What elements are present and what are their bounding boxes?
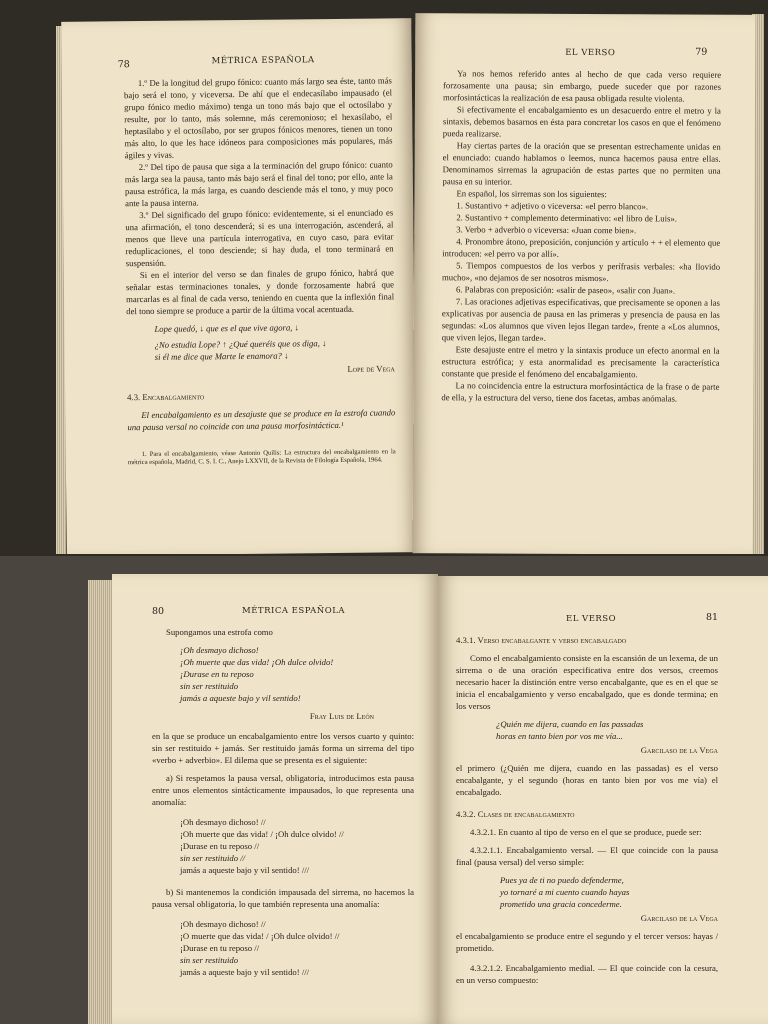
section-heading: 4.3.1. Verso encabalgante y verso encabalgado (456, 635, 627, 645)
footnote: 1. Para el encabalgamiento, véase Antonio Quilis: La estructura del encabalgamiento en la métrica española, Madrid, C. S. I. C., Anejo LXXVII, de la Revista de Filología Española, 1964. (127, 448, 396, 467)
verse-line: prometido una gracia concederme. (500, 899, 622, 909)
verse-line: ¡Oh desmayo dichoso! (180, 645, 259, 655)
verse-line: ¡Durase en tu reposo // (180, 841, 260, 851)
paragraph: La no coincidencia entre la estructura morfosintáctica de la frase o de parte de ella, y la estructura del verso, tiene dos facetas, ambas anómalas. (441, 380, 720, 404)
list-item: 5. Tiempos compuestos de los verbos y perífrasis verbales: «ha llovido mucho», «no dejamos de ser nosotros mismos». (442, 260, 721, 284)
page-body (441, 67, 721, 404)
verse-line: jamás a aqueste bajo y vil sentido! /// (180, 865, 310, 875)
running-head: EL VERSO (566, 614, 617, 624)
paragraph: el encabalgamiento se produce entre el segundo y el tercer versos: hayas / prometido. (456, 931, 718, 953)
page-body (124, 74, 396, 467)
paragraph: a) Si respetamos la pausa versal, obligatoria, introducimos esta pausa entre unos elementos sintácticamente impausados, lo que representa una anomalía: (152, 773, 414, 807)
page-number: 79 (695, 46, 708, 58)
verse-line: ¿Quién me dijera, cuando en las passadas (496, 719, 644, 729)
paragraph: 4.3.2.1. En cuanto al tipo de verso en el que se produce, puede ser: (470, 827, 702, 837)
paragraph: En español, los sirremas son los siguientes: (456, 188, 607, 200)
page-body (456, 634, 718, 986)
definition: El encabalgamiento es un desajuste que se produce en la estrofa cuando una pausa versal no coincide con una pausa morfosintáctica.¹ (127, 407, 396, 433)
author-credit: Garcilaso de la Vega (640, 913, 718, 923)
verse-line: sin ser restituido // (180, 853, 246, 863)
verse-line: Pues ya de ti no puedo defenderme, (500, 875, 624, 885)
page-number: 78 (117, 59, 130, 71)
paragraph: Si en el interior del verso se dan finales de grupo fónico, habrá que señalar estas terminaciones tonales, y donde forzosamente habrá que marcarlas es al final de cada verso, teniendo en cuenta que la inflexión final del tono siempre se produce a partir de la última vocal acentuada. (125, 267, 395, 317)
page-78 (61, 18, 417, 554)
paragraph: el primero (¿Quién me dijera, cuando en las passadas) es el verso encabalgante, y el segundo (horas en tanto bien por vos me vía) el encabalgado. (456, 763, 718, 797)
verse-line: sin ser restituido (180, 955, 239, 965)
verse-line: si él me dice que Marte le enamora? ↓ (154, 350, 289, 362)
verse-line: ¡Durase en tu reposo // (180, 943, 260, 953)
paragraph: Si efectivamente el encabalgamiento es un desacuerdo entre el metro y la sintaxis, debemos basarnos en ésta para concretar los casos en que el fenómeno pueda realizarse. (442, 104, 721, 139)
section-heading: 4.3. Encabalgamiento (127, 391, 205, 403)
verse-line: sin ser restituido (180, 681, 239, 691)
list-item: 7. Las oraciones adjetivas especificativas, que precisamente se oponen a las explicativas por ausencia de pausa en las primeras y presencia de pausa en las segundas: «Los alumnos que viven lejos llegan tarde», frente a «Los alumnos, que viven lejos, llegan tarde». (441, 296, 720, 343)
section-heading: 4.3.2. Clases de encabalgamiento (456, 809, 575, 819)
photo-bottom-spread (0, 556, 768, 1024)
paragraph: en la que se produce un encabalgamiento entre los versos cuarto y quinto: sin ser restituido + jamás. Ser restituido jamás forma un sirrema del tipo «verbo + adverbio». El dilema que se presenta es el siguiente: (152, 731, 414, 765)
page-number: 80 (152, 606, 165, 617)
list-item: 6. Palabras con preposición: «salir de paseo», «salir con Juan». (455, 284, 676, 296)
paragraph: 3.º Del significado del grupo fónico: evidentemente, si el enunciado es una afirmación, el tono descenderá; si es una interrogación, ascenderá, al menos que lleve una partícula interrogativa, en cuyo caso, para evitar reduplicaciones, el tono desciende; si hay duda, el tono terminará en suspensión. (125, 207, 394, 269)
author-credit: Lope de Vega (347, 363, 395, 374)
page-edges-left (88, 580, 114, 1024)
verse-line: ¡Oh muerte que das vida! ¡Oh dulce olvido! (180, 657, 334, 667)
verse-line: horas en tanto bien por vos me vía... (496, 731, 623, 741)
page-79 (413, 13, 756, 554)
paragraph: 4.3.2.1.1. Encabalgamiento versal. — El que coincide con la pausa final (pausa versal) del verso simple: (456, 845, 718, 867)
paragraph: Como el encabalgamiento consiste en la escansión de un lexema, de un sirrema o de una oración especificativa entre dos versos, creemos necesario hacer la distinción entre verso encabalgante, que es en el que se inicia el encabalgamiento y verso encabalgado, que es donde termina; en los versos (456, 653, 718, 711)
list-item: 2. Sustantivo + complemento determinativo: «el libro de Luis». (456, 212, 677, 224)
paragraph: 2.º Del tipo de pausa que siga a la terminación del grupo fónico: cuanto más larga sea la pausa, tanto más bajo será el final del tono; por ello, ante la pausa estrófica, la más larga, es cuando desciende más el tono, y muy poco ante la pausa interna. (124, 159, 394, 209)
paragraph: b) Si mantenemos la condición impausada del sirrema, no hacemos la pausa versal obligatoria, lo que también representa una anomalía: (152, 887, 414, 909)
list-item: 3. Verbo + adverbio o viceversa: «Juan come bien». (456, 224, 637, 236)
verse-line: ¿No estudia Lope? ↑ ¿Qué queréis que os diga, ↓ (154, 338, 327, 350)
page-81 (438, 576, 768, 1024)
paragraph: Supongamos una estrofa como (166, 627, 273, 637)
running-head: EL VERSO (565, 47, 616, 59)
running-head: MÉTRICA ESPAÑOLA (211, 55, 315, 67)
page-80 (112, 574, 438, 1024)
paragraph: 4.3.2.1.2. Encabalgamiento medial. — El que coincide con la cesura, en un verso compuesto: (456, 963, 718, 985)
verse-line: ¡Durase en tu reposo (180, 669, 254, 679)
author-credit: Garcilaso de la Vega (640, 745, 718, 755)
paragraph: 1.º De la longitud del grupo fónico: cuanto más largo sea éste, tanto más bajo será el tono, y viceversa. De ahí que el endecasílabo impausado (el grupo fónico medio máximo) tenga un tono más bajo que el octosílabo y resulte, por lo tanto, más solemne, más ceremonioso; el hexasílabo, el heptasílabo y el octosílabo, por ser grupos fónicos menores, tienen un tono más alto, lo que les hace idóneos para composiciones más populares, más ágiles y vivas. (123, 75, 393, 161)
verse-line: jamás a aqueste bajo y vil sentido! (180, 693, 301, 703)
paragraph: Hay ciertas partes de la oración que se presentan estrechamente unidas en el enunciado: cuando hablamos o leemos, nunca hacemos pausa entre ellas. Denominamos sirremas la agrupación de estas partes que no permiten una pausa en su interior. (442, 140, 721, 187)
running-head: MÉTRICA ESPAÑOLA (242, 606, 345, 616)
verse-line: ¡Oh muerte que das vida! / ¡Oh dulce olvido! // (180, 829, 344, 839)
verse-line: ¡Oh desmayo dichoso! // (180, 817, 266, 827)
verse-line: yo tornaré a mi cuento cuando hayas (500, 887, 630, 897)
verse-line: ¡O muerte que das vida! / ¡Oh dulce olvido! // (180, 931, 340, 941)
paragraph: Este desajuste entre el metro y la sintaxis produce un efecto anormal en la estructura estrófica; y esta anormalidad es precisamente la característica constante que preside el fenómeno del encabalgamiento. (441, 344, 720, 380)
author-credit: Fray Luis de León (309, 711, 374, 721)
verse-line: ¡Oh desmayo dichoso! // (180, 919, 266, 929)
page-number: 81 (706, 612, 719, 623)
list-item: 4. Pronombre átono, preposición, conjunción y artículo + + el elemento que introducen: «el perro va por allí». (442, 236, 721, 259)
verse-line: jamás a aqueste bajo y vil sentido! /// (180, 967, 310, 977)
list-item: 1. Sustantivo + adjetivo o viceversa: «el perro blanco». (456, 200, 649, 212)
page-body (152, 626, 414, 978)
paragraph: Ya nos hemos referido antes al hecho de que cada verso requiere forzosamente una pausa; sin embargo, puede suceder que por razones morfosintácticas la realización de esa pausa obligada resulte violenta. (442, 68, 722, 104)
verse-line: Lope quedó, ↓ que es el que vive agora, ↓ (154, 322, 299, 334)
